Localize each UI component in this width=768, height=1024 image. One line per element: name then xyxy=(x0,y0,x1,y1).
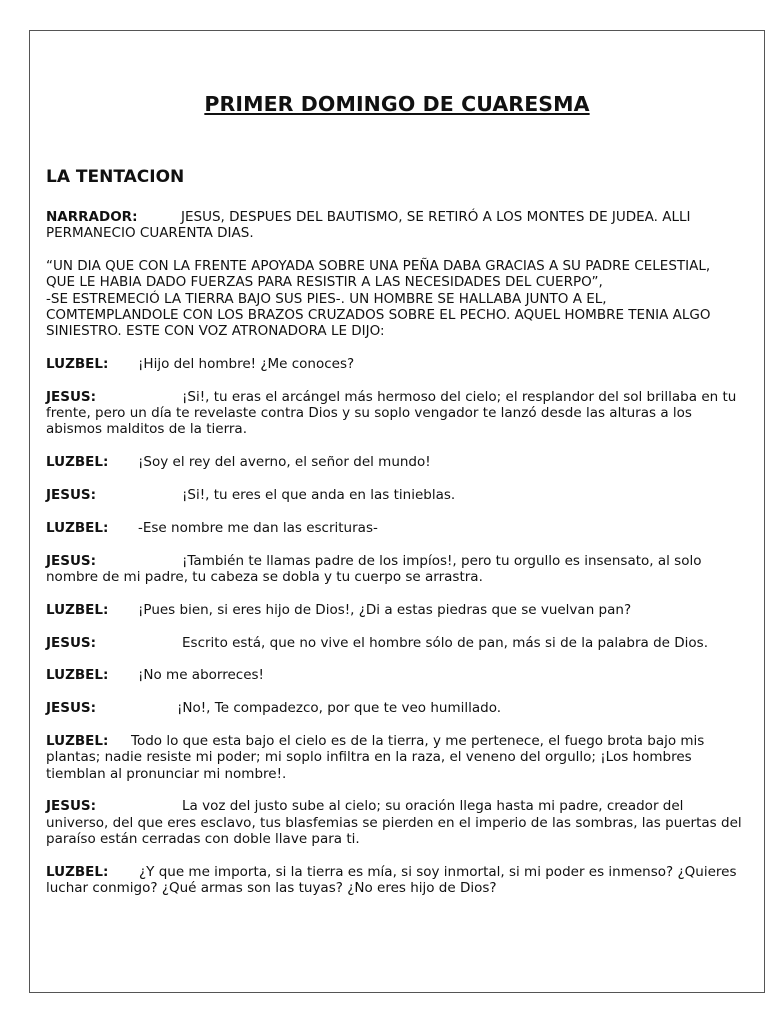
dialogue-line xyxy=(46,356,743,372)
speaker-label: LUZBEL: xyxy=(46,667,109,684)
paragraph-text: JESUS, DESPUES DEL BAUTISMO, SE RETIRÓ A LOS MONTES DE JUDEA. ALLI PERMANECIO CUARENTA DIAS. xyxy=(46,209,691,242)
speaker-label: JESUS: xyxy=(46,388,97,405)
dialogue-text: ¡Si!, tu eras el arcángel más hermoso del cielo; el resplandor del sol brillaba en tu frente, pero un día te revelaste contra Dios y su soplo vengador te lanzó desde las alturas a los abismos malditos de la tierra. xyxy=(46,388,737,438)
speaker-label: LUZBEL: xyxy=(46,601,109,618)
speaker-label: LUZBEL: xyxy=(46,356,109,373)
dialogue-line xyxy=(46,454,743,470)
document-page xyxy=(29,30,765,993)
speaker-label: JESUS: xyxy=(46,487,97,504)
dialogue-text: ¡También te llamas padre de los impíos!, pero tu orgullo es insensato, al solo nombre de mi padre, tu cabeza se dobla y tu cuerpo se arrastra. xyxy=(46,552,702,585)
paragraph-narration xyxy=(46,258,743,291)
speaker-label: LUZBEL: xyxy=(46,863,109,880)
dialogue-text: ¡Soy el rey del averno, el señor del mundo! xyxy=(138,454,431,471)
document-body xyxy=(46,209,743,913)
dialogue-line xyxy=(46,700,743,716)
speaker-label: LUZBEL: xyxy=(46,454,109,471)
dialogue-line xyxy=(46,487,743,503)
dialogue-text: ¿Y que me importa, si la tierra es mía, si soy inmortal, si mi poder es inmenso? ¿Quieres luchar conmigo? ¿Qué armas son las tuyas? ¿No eres hijo de Dios? xyxy=(46,863,737,897)
paragraph-text: “UN DIA QUE CON LA FRENTE APOYADA SOBRE UNA PEÑA DABA GRACIAS A SU PADRE CELESTIAL, QUE LE HABIA DADO FUERZAS PARA RESISTIR A LAS NECESIDADES DEL CUERPO”, xyxy=(46,258,711,291)
dialogue-text: -Ese nombre me dan las escrituras- xyxy=(138,519,378,536)
paragraph-narration xyxy=(46,291,743,340)
speaker-label: LUZBEL: xyxy=(46,519,109,536)
speaker-label: JESUS: xyxy=(46,700,97,717)
dialogue-text: Escrito está, que no vive el hombre sólo de pan, más si de la palabra de Dios. xyxy=(182,634,708,651)
dialogue-text: ¡Pues bien, si eres hijo de Dios!, ¿Di a estas piedras que se vuelvan pan? xyxy=(138,601,632,618)
paragraph-narrador xyxy=(46,209,743,242)
dialogue-line xyxy=(46,602,743,618)
dialogue-line xyxy=(46,864,743,897)
dialogue-text: ¡No me aborreces! xyxy=(138,667,264,684)
dialogue-line xyxy=(46,520,743,536)
dialogue-line xyxy=(46,733,743,782)
dialogue-line xyxy=(46,635,743,651)
dialogue-line xyxy=(46,553,743,586)
dialogue-text: ¡Hijo del hombre! ¿Me conoces? xyxy=(138,356,355,373)
dialogue-line xyxy=(46,798,743,847)
speaker-label: JESUS: xyxy=(46,798,97,815)
speaker-label: LUZBEL: xyxy=(46,732,109,749)
speaker-label: JESUS: xyxy=(46,634,97,651)
section-heading: LA TENTACION xyxy=(46,167,185,187)
document-title: PRIMER DOMINGO DE CUARESMA xyxy=(204,92,590,116)
speaker-label: NARRADOR: xyxy=(46,209,138,225)
dialogue-text: La voz del justo sube al cielo; su oración llega hasta mi padre, creador del universo, del que eres esclavo, tus blasfemias se pierden en el imperio de las sombras, las puertas del paraíso están cerradas con doble llave para ti. xyxy=(46,798,742,847)
dialogue-text: ¡No!, Te compadezco, por que te veo humillado. xyxy=(177,700,502,717)
dialogue-line xyxy=(46,667,743,683)
paragraph-text: -SE ESTREMECIÓ LA TIERRA BAJO SUS PIES-. UN HOMBRE SE HALLABA JUNTO A EL, COMTEMPLANDOLE CON LOS BRAZOS CRUZADOS SOBRE EL PECHO. AQUEL HOMBRE TENIA ALGO SINIESTRO. ESTE CON VOZ ATRONADORA LE DIJO: xyxy=(46,290,711,340)
dialogue-text: ¡Si!, tu eres el que anda en las tinieblas. xyxy=(182,487,456,504)
dialogue-text: Todo lo que esta bajo el cielo es de la tierra, y me pertenece, el fuego brota bajo mis plantas; nadie resiste mi poder; mi soplo infiltra en la raza, el veneno del orgullo; ¡Los hombres tiemblan al pronunciar mi nombre!. xyxy=(46,732,705,782)
dialogue-line xyxy=(46,389,743,438)
speaker-label: JESUS: xyxy=(46,552,97,569)
